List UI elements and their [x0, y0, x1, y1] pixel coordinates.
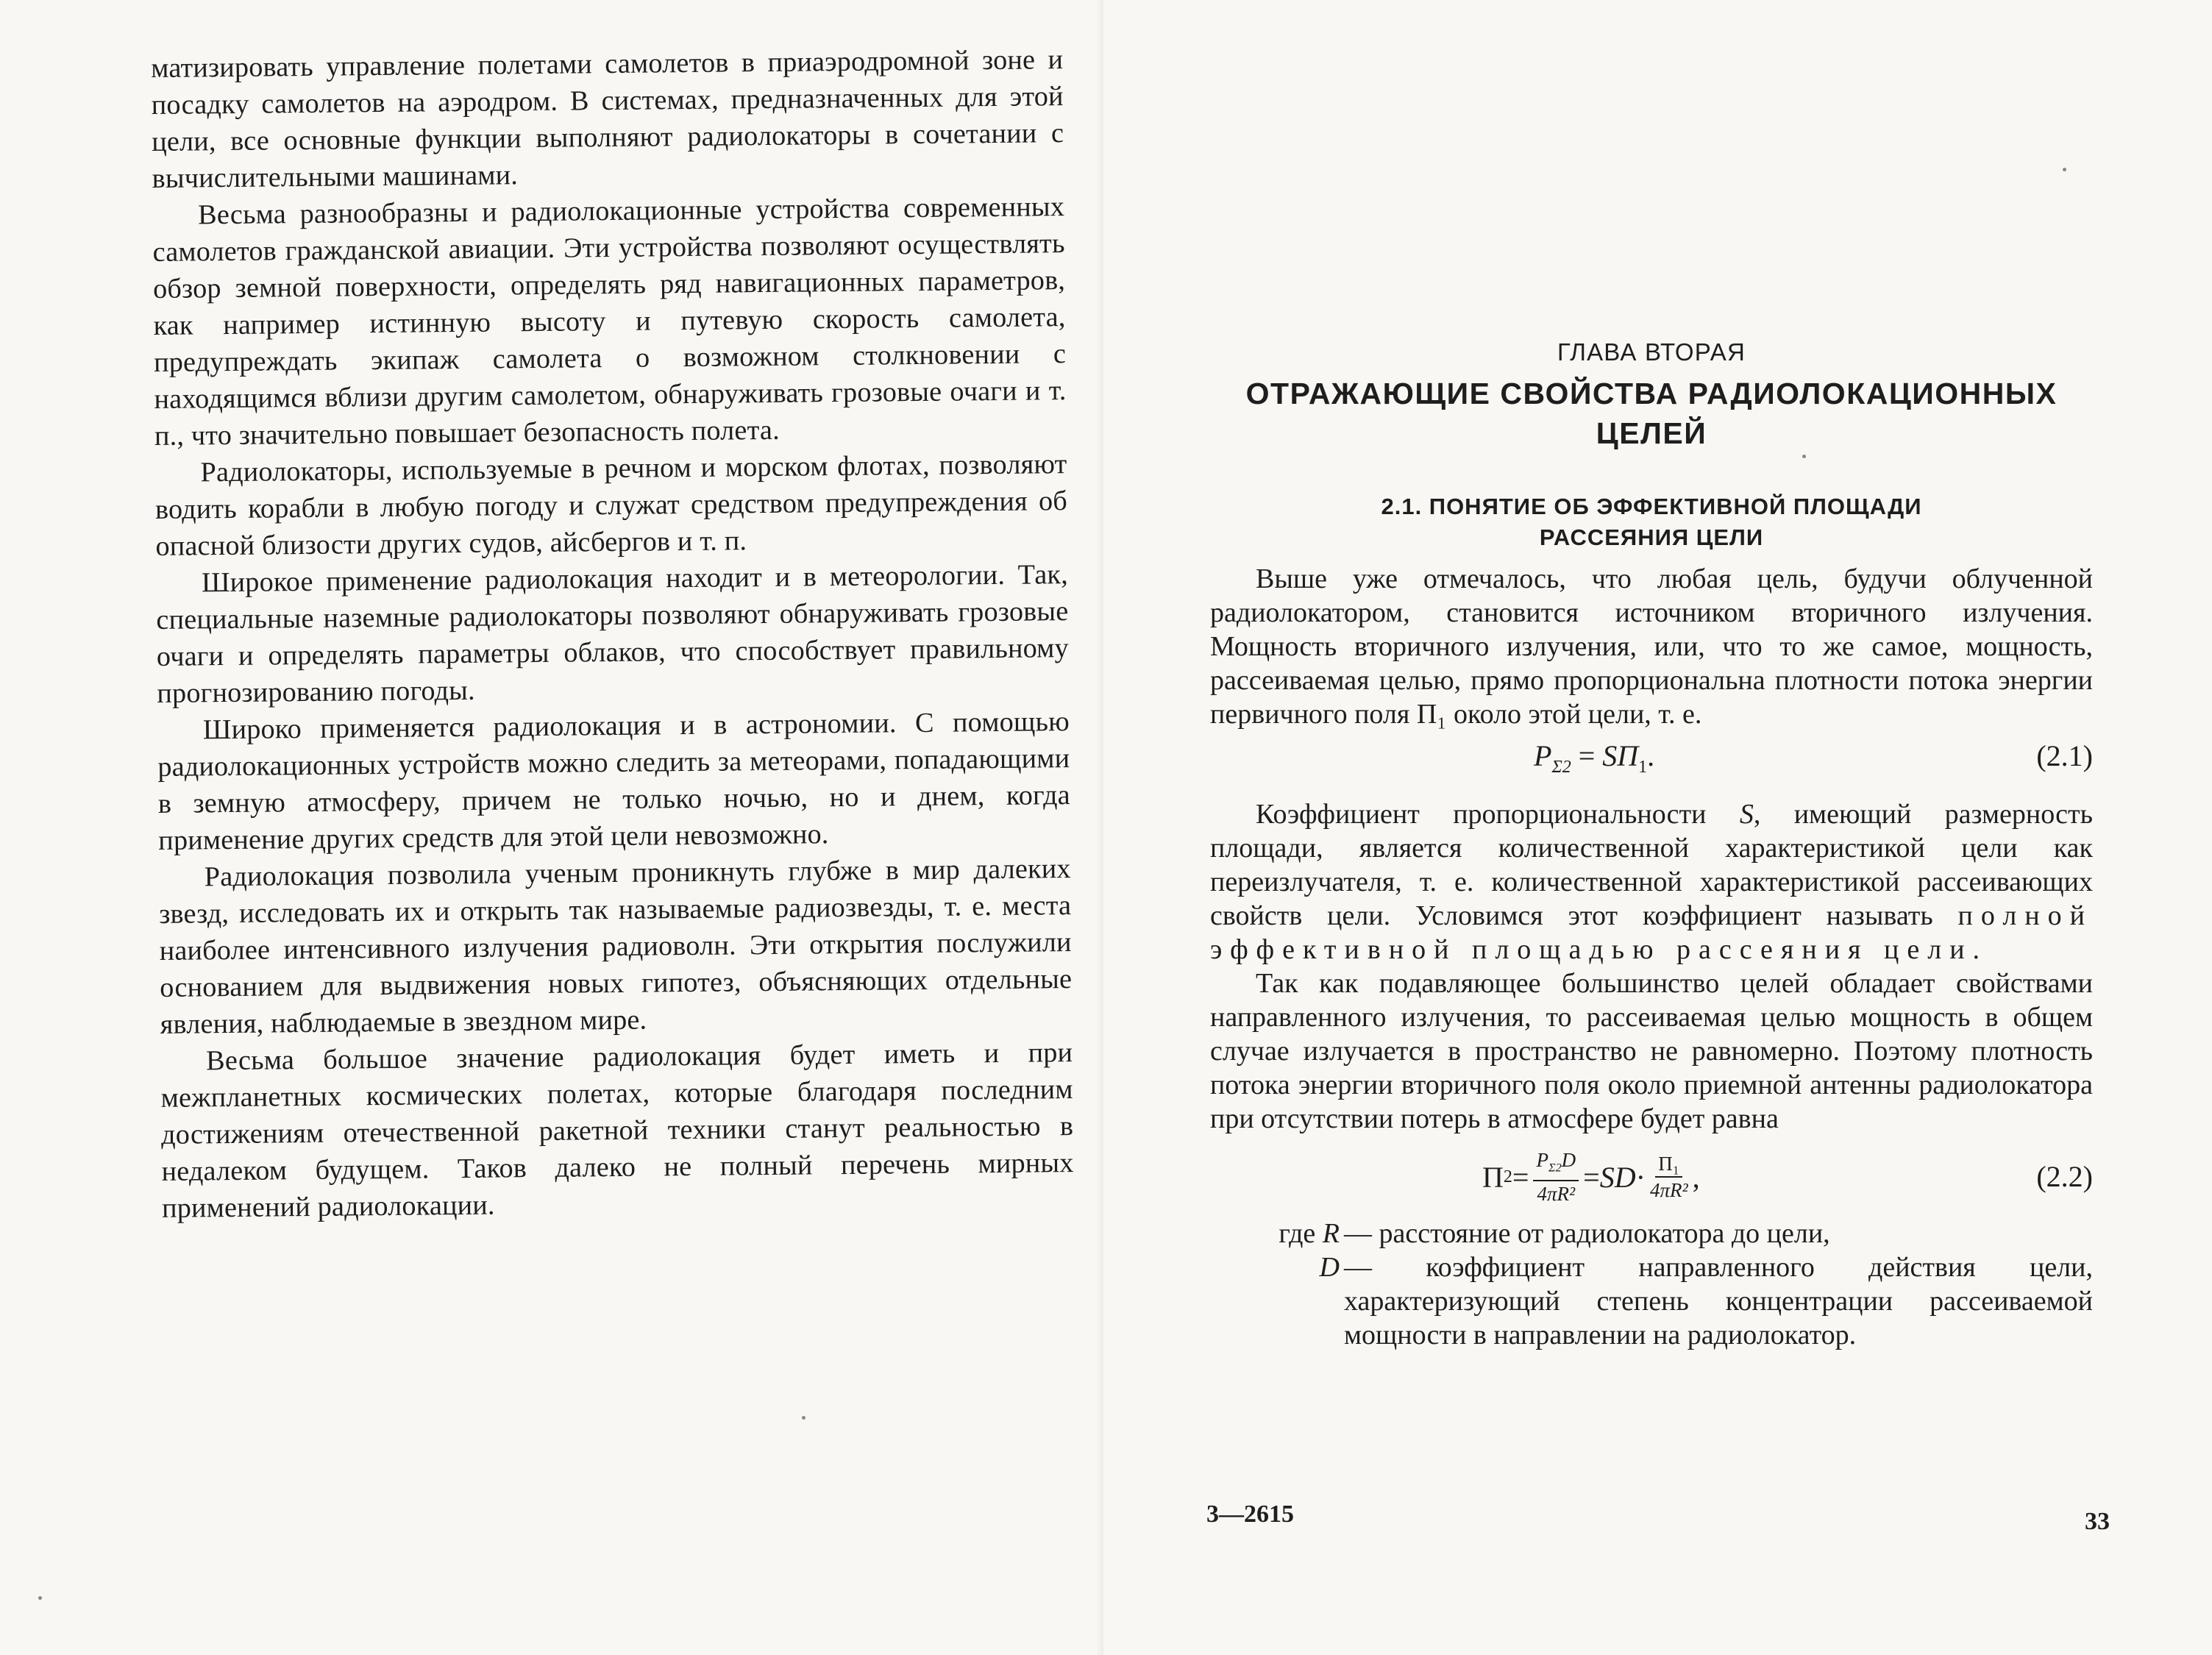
- right-paragraph-2: Коэффициент пропорциональности S, имеющий размерность площади, является количественной характеристикой цели как переизлучателя, т. е. количественной характеристикой рассеивающих свойств цели. Условимся этот коэффициент называть полной эффективной площадью рассеяния цели.: [1210, 799, 2093, 965]
- scan-speck: [802, 1416, 806, 1420]
- left-paragraph-4: Широкое применение радиолокация находит и в метеорологии. Так, специальные наземные радиолокаторы позволяют обнаруживать грозовые очаги и определять параметры облаков, что способствует правильному прогнозированию погоды.: [156, 559, 1070, 709]
- formula-2-2-number: (2.2): [2036, 1160, 2093, 1193]
- definition-symbol: R: [1322, 1218, 1340, 1249]
- chapter-title: ОТРАЖАЮЩИЕ СВОЙСТВА РАДИОЛОКАЦИОННЫХ ЦЕЛЕЙ: [1245, 377, 2058, 450]
- right-paragraph-3: Так как подавляющее большинство целей обладает свойствами направленного излучения, то рассеиваемая целью мощность в общем случае излучается в пространство не равномерно. Поэтому плотность потока энергии вторичного поля около приемной антенны радиолокатора при отсутствии потерь в атмосфере будет равна: [1210, 968, 2093, 1134]
- signature-code: 3—2615: [1206, 1501, 1294, 1528]
- page-number: 33: [2085, 1508, 2110, 1535]
- formula-2-2: [1210, 1136, 2093, 1217]
- formula-2-1-number: (2.1): [2036, 739, 2093, 772]
- left-page: [0, 0, 1103, 1655]
- scan-speck: [38, 1596, 42, 1600]
- right-paragraph-1: Выше уже отмечалось, что любая цель, будучи облученной радиолокатором, становится источником вторичного излучения. Мощность вторичного излучения, или, что то же самое, мощность, рассеиваемая целью, прямо пропорциональна плотности потока энергии первичного поля П₁ около этой цели, т. е.: [1210, 563, 2093, 730]
- formula-2-1-expression: $P_{\Sigma 2} = SП_1$.: [1534, 739, 1655, 777]
- right-text-column: [1210, 338, 2093, 1352]
- formula-2-2-expression: П 2 = $\frac{P_{\Sigma 2}D}{\text{4πR²}}$ = SD · $\frac{\text{П₁}}{\text{4πR²}}$ ,: [1482, 1149, 1700, 1206]
- left-paragraph-5: Широко применяется радиолокация и в астрономии. С помощью радиолокационных устройств можно следить за метеорами, попадающими в земную атмосферу, причем не только ночью, но и днем, когда применение других средств для этой цели невозможно.: [157, 706, 1070, 856]
- left-paragraph-1: матизировать управление полетами самолетов в приаэродромной зоне и посадку самолетов на аэродром. В системах, предназначенных для этой цели, все основные функции выполняют радиолокаторы в сочетании с вычислительными машинами.: [151, 44, 1064, 194]
- left-paragraph-7: Весьма большое значение радиолокация будет иметь и при межпланетных космических полетах, которые благодаря последним достижениям отечественной ракетной техники станут реальностью в недалеком будущем. Таков далеко не полный перечень мирных применений радиолокации.: [160, 1037, 1074, 1224]
- left-paragraph-3: Радиолокаторы, используемые в речном и морском флотах, позволяют водить корабли в любую погоду и служат средством предупреждения об опасной близости других судов, айсбергов и т. п.: [154, 449, 1068, 562]
- left-text-column: [151, 41, 1074, 1227]
- formula-2-1: [1210, 731, 2093, 783]
- left-paragraph-2: Весьма разнообразны и радиолокационные устройства современных самолетов гражданской авиации. Эти устройства позволяют осуществлять обзор земной поверхности, определять ряд навигационных параметров, как например истинную высоту и путевую скорость самолета, предупреждать экипаж самолета о возможном столкновении с находящимся вблизи другим самолетом, обнаруживать грозовые очаги и т. п., что значительно повышает безопасность полета.: [152, 191, 1067, 452]
- definition-row: [1210, 1217, 2093, 1250]
- fraction-1: $\frac{P_{\Sigma 2}D}{\text{4πR²}}$: [1533, 1149, 1579, 1205]
- scan-speck: [1802, 455, 1806, 458]
- definition-text: — расстояние от радиолокатора до цели,: [1344, 1218, 1830, 1249]
- definition-symbol: D: [1319, 1252, 1340, 1283]
- definitions-list: [1210, 1217, 2093, 1352]
- definition-text: — коэффициент направленного действия цели, характеризующий степень концентрации рассеиваемой мощности в направлении на радиолокатор.: [1344, 1252, 2093, 1350]
- section-title: 2.1. ПОНЯТИЕ ОБ ЭФФЕКТИВНОЙ ПЛОЩАДИ РАССЕЯНИЯ ЦЕЛИ: [1381, 494, 1922, 550]
- where-word: где: [1279, 1218, 1316, 1249]
- term-effective-area: полной эффективной площадью рассеяния цели: [1210, 900, 2093, 965]
- definition-row: [1210, 1250, 2093, 1352]
- scan-speck: [2063, 168, 2066, 171]
- chapter-label: ГЛАВА ВТОРАЯ: [1557, 338, 1746, 366]
- fraction-2: $\frac{\text{П₁}}{\text{4πR²}}$: [1649, 1153, 1688, 1202]
- left-paragraph-6: Радиолокация позволила ученым проникнуть глубже в мир далеких звезд, исследовать их и открыть так называемые радиозвезды, т. е. места наиболее интенсивного излучения радиоволн. Эти открытия послужили основанием для выдвижения новых гипотез, объясняющих отдельные явления, наблюдаемые в звездном мире.: [159, 853, 1073, 1040]
